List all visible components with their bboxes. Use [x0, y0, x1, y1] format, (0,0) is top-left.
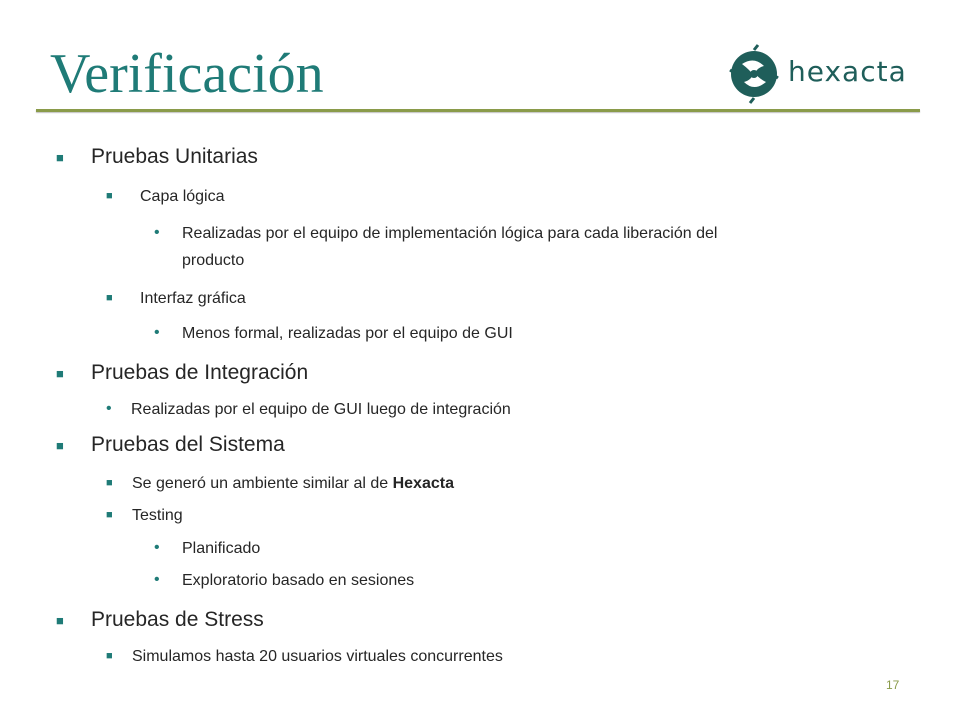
list-item-text: Pruebas de Stress	[91, 608, 264, 631]
round-bullet-icon: •	[154, 224, 160, 241]
list-item-text-continued: producto	[182, 252, 245, 269]
round-bullet-icon: •	[154, 324, 160, 341]
square-bullet-icon: ■	[56, 150, 64, 165]
hexacta-logo	[728, 44, 918, 104]
square-bullet-icon: ■	[56, 366, 64, 381]
list-item-text-plain: Se generó un ambiente similar al de	[132, 475, 393, 492]
list-item-text	[132, 475, 454, 493]
list-item-text: Realizadas por el equipo de GUI luego de integración	[131, 401, 511, 418]
list-item-text: Capa lógica	[140, 188, 225, 205]
list-item-text: Pruebas del Sistema	[91, 433, 285, 456]
list-item-text-bold: Hexacta	[392, 475, 454, 492]
square-bullet-icon: ■	[56, 438, 64, 453]
list-item-text: Planificado	[182, 540, 261, 557]
round-bullet-icon: •	[106, 400, 112, 417]
list-item-text: Interfaz gráfica	[140, 290, 246, 307]
list-item-text: Simulamos hasta 20 usuarios virtuales concurrentes	[132, 648, 503, 665]
square-bullet-icon: ■	[106, 292, 113, 304]
list-item-text: Pruebas de Integración	[91, 361, 309, 384]
slide-title: Verificación	[50, 43, 324, 105]
list-item-text: Realizadas por el equipo de implementación lógica para cada liberación del	[182, 225, 718, 242]
square-bullet-icon: ■	[106, 477, 113, 489]
round-bullet-icon: •	[154, 571, 160, 588]
list-item-text: Testing	[132, 507, 183, 524]
hexacta-logo-icon	[728, 44, 780, 104]
square-bullet-icon: ■	[56, 613, 64, 628]
square-bullet-icon: ■	[106, 509, 113, 521]
page-number: 17	[886, 678, 900, 692]
list-item-text: Exploratorio basado en sesiones	[182, 572, 415, 589]
logo-text: hexacta	[788, 55, 907, 88]
square-bullet-icon: ■	[106, 190, 113, 202]
list-item-text: Pruebas Unitarias	[91, 145, 258, 168]
list-item-text: Menos formal, realizadas por el equipo de GUI	[182, 325, 513, 342]
square-bullet-icon: ■	[106, 650, 113, 662]
round-bullet-icon: •	[154, 539, 160, 556]
title-underline	[36, 109, 920, 112]
